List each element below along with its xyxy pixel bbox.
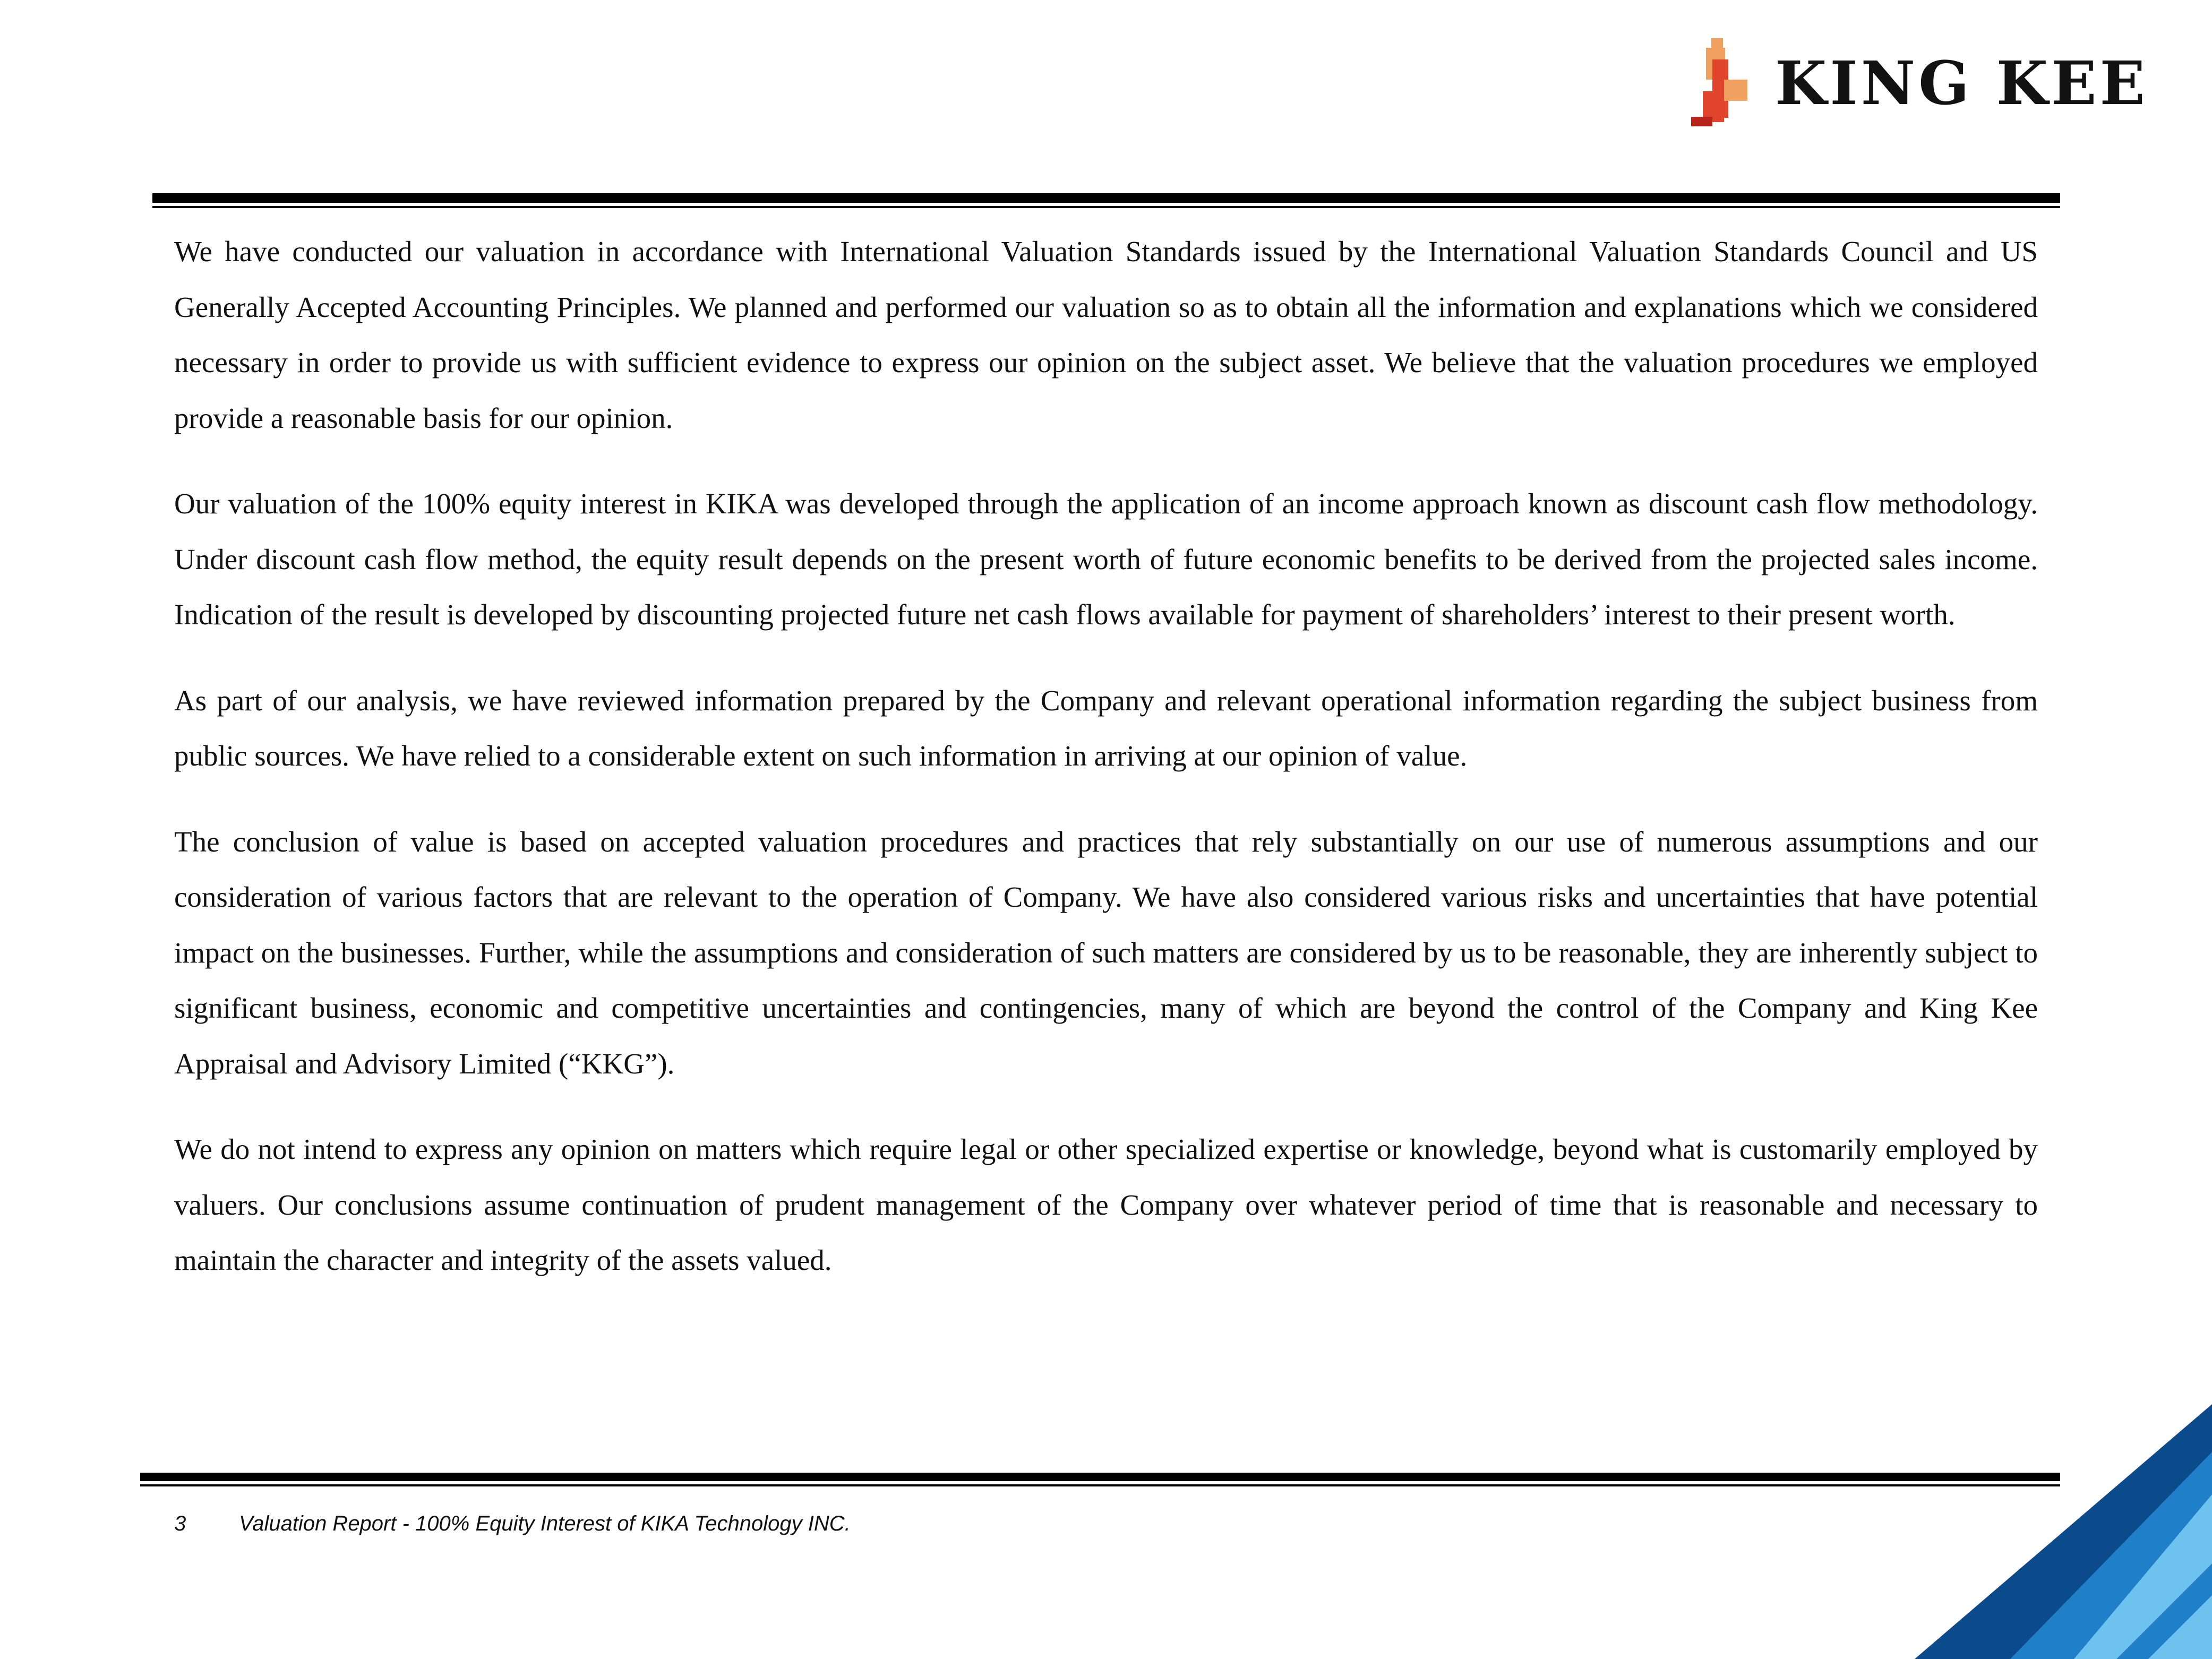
page-footer [174,1512,851,1536]
logo-mark-icon [1691,38,1755,128]
header-rule-thick [152,193,2060,203]
footer-rule-thick [140,1473,2060,1481]
decorative-corner-graphic [1915,1404,2212,1659]
report-body [174,224,2038,1319]
header-rule-thin [152,206,2060,208]
paragraph-analysis: As part of our analysis, we have reviewed information prepared by the Company and relevant operational information regarding the subject business from public sources. We have relied to a considerable extent on such information in arriving at our opinion of value. [174,684,2038,772]
logo-text: KING KEE [1775,49,2148,118]
paragraph-valuation-standards: We have conducted our valuation in accordance with International Valuation Standards issued by the International Valuation Standards Council and US Generally Accepted Accounting Principles. We planned and performed our valuation so as to obtain all the information and explanations which we considered necessary in order to provide us with sufficient evidence to express our opinion on the subject asset. We believe that the valuation procedures we employed provide a reasonable basis for our opinion. [174,235,2038,434]
paragraph-disclaimer: We do not intend to express any opinion on matters which require legal or other specialized expertise or knowledge, beyond what is customarily employed by valuers. Our conclusions assume continuation of prudent management of the Company over whatever period of time that is reasonable and necessary to maintain the character and integrity of the assets valued. [174,1133,2038,1276]
page-number: 3 [174,1512,186,1535]
paragraph-valuation-method: Our valuation of the 100% equity interest in KIKA was developed through the application of an income approach known as discount cash flow methodology. Under discount cash flow method, the equity result depends on the present worth of future economic benefits to be derived from the projected sales income. Indication of the result is developed by discounting projected future net cash flows available for payment of shareholders’ interest to their present worth. [174,487,2038,631]
footer-rule-thin [140,1484,2060,1486]
paragraph-conclusion: The conclusion of value is based on accepted valuation procedures and practices that rely substantially on our use of numerous assumptions and our consideration of various factors that are relevant to the operation of Company. We have also considered various risks and uncertainties that have potential impact on the businesses. Further, while the assumptions and consideration of such matters are considered by us to be reasonable, they are inherently subject to significant business, economic and competitive uncertainties and contingencies, many of which are beyond the control of the Company and King Kee Appraisal and Advisory Limited (“KKG”). [174,825,2038,1080]
company-logo [1691,38,2158,134]
report-title: Valuation Report - 100% Equity Interest of KIKA Technology INC. [239,1512,851,1535]
